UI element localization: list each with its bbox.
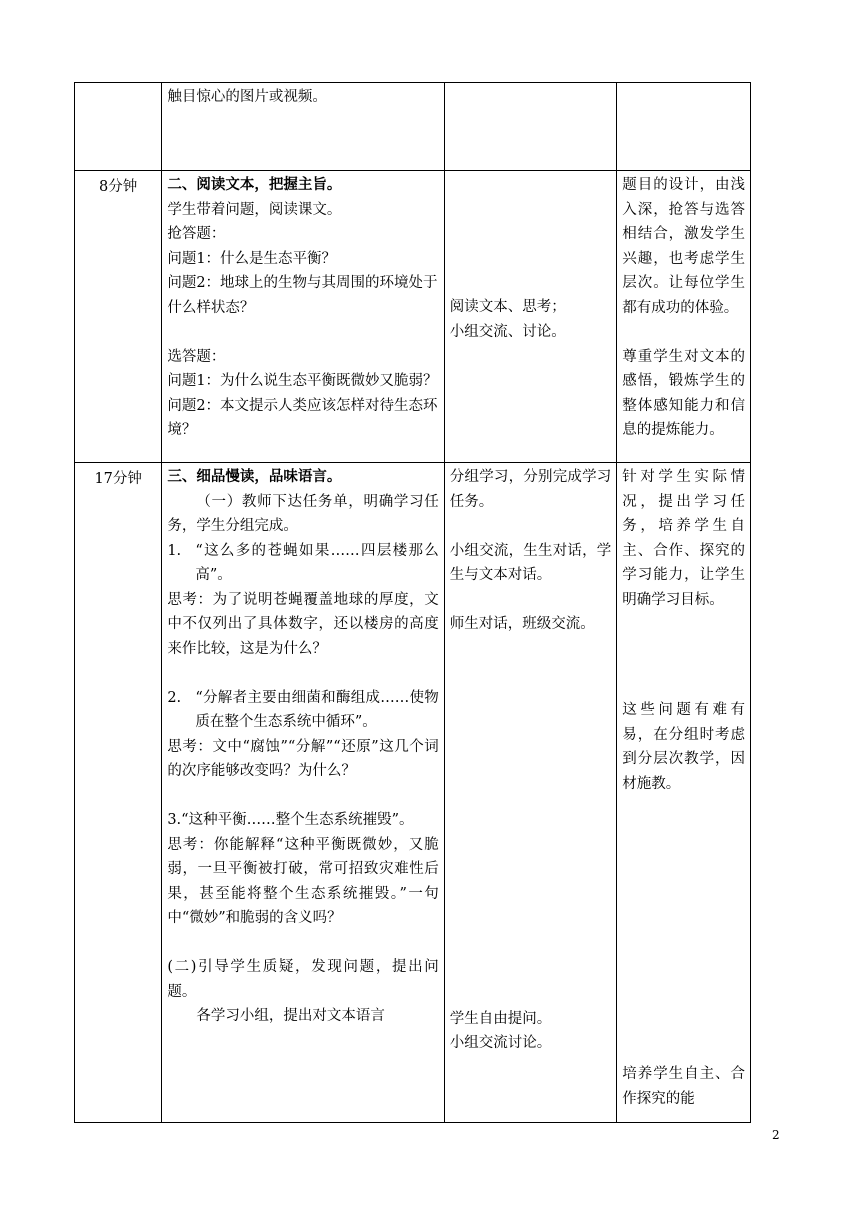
activity-line: 小组交流、讨论。	[449, 323, 566, 340]
item-quote: “分解者主要由细菌和酶组成……使物质在整个生态系统中循环”。	[195, 689, 439, 730]
item-number: 2.	[167, 689, 182, 706]
activity-line: 阅读文本、思考；	[449, 299, 566, 315]
content-cell	[162, 171, 444, 463]
item-quote: “这么多的苍蝇如果……四层楼那么高”。	[195, 542, 439, 583]
part2-text: 各学习小组，提出对文本语言	[196, 1008, 385, 1024]
activity-line: 小组交流讨论。	[449, 1035, 552, 1051]
list-item	[167, 686, 438, 735]
intent-cell	[617, 463, 751, 1123]
part2-title: (二)引导学生质疑，发现问题，提出问题。	[167, 959, 439, 1000]
table-row	[75, 463, 751, 1123]
content-line: 问题1：什么是生态平衡？	[167, 250, 337, 267]
content-cell	[162, 463, 444, 1123]
intent-text: 培养学生自主、合作探究的能	[622, 1066, 745, 1107]
content-line: 学生带着问题，阅读课文。	[167, 201, 342, 218]
spacer	[167, 320, 438, 345]
content-line: 问题2：本文提示人类应该怎样对待生态环境？	[167, 397, 438, 438]
spacer	[167, 784, 438, 809]
activity-line: 分组学习，分别完成学习任务。	[449, 469, 612, 510]
item-question: 思考：为了说明苍蝇覆盖地球的厚度，文中不仅列出了具体数字，还以楼房的高度来作比较，这是为什么？	[167, 591, 439, 657]
activity-cell	[444, 463, 617, 1123]
lesson-plan-table	[74, 82, 751, 1123]
intent-text: 针对学生实际情况，提出学习任务，培养学生自主、合作、探究的学习能力，让学生明确学习目标。	[622, 469, 745, 608]
content-line: 触目惊心的图片或视频。	[167, 89, 327, 105]
item-quote: “这种平衡……整个生态系统摧毁”。	[181, 812, 414, 828]
spacer	[167, 931, 438, 956]
task-intro: （一）教师下达任务单，明确学习任务，学生分组完成。	[167, 493, 439, 534]
intent-text: 这些问题有难有易，在分组时考虑到分层次教学，因材施教。	[622, 702, 745, 792]
intent-cell	[617, 171, 751, 463]
activity-line: 小组交流，生生对话，学生与文本对话。	[449, 542, 612, 583]
intent-text: 尊重学生对文本的感悟，锻炼学生的整体感知能力和信息的提炼能力。	[622, 348, 745, 438]
content-line: 抢答题：	[167, 226, 226, 242]
time-cell: 17分钟	[75, 463, 162, 1123]
page-number: 2	[772, 1128, 780, 1142]
activity-line: 师生对话，班级交流。	[449, 616, 595, 632]
activity-line: 学生自由提问。	[449, 1010, 552, 1027]
activity-cell	[444, 171, 617, 463]
spacer	[622, 320, 745, 345]
list-item	[167, 808, 438, 833]
table-row	[75, 83, 751, 171]
spacer	[450, 588, 612, 613]
item-number: 1.	[167, 542, 182, 559]
list-item	[167, 539, 438, 588]
content-cell	[162, 83, 444, 171]
activity-cell	[444, 83, 617, 171]
item-question: 思考：你能解释“这种平衡既微妙，又脆弱，一旦平衡被打破，常可招致灾难性后果，甚至能将整个生态系统摧毁。”一句中“微妙”和脆弱的含义吗？	[167, 836, 439, 926]
item-number: 3.	[167, 812, 182, 828]
time-cell	[75, 83, 162, 171]
item-question: 思考：文中“腐蚀”“分解”“还原”这几个词的次序能够改变吗？为什么？	[167, 738, 439, 779]
table-row	[75, 171, 751, 463]
spacer	[450, 514, 612, 539]
section-heading: 二、阅读文本，把握主旨。	[167, 176, 342, 193]
intent-cell	[617, 83, 751, 171]
section-heading: 三、细品慢读，品味语言。	[167, 468, 342, 485]
time-cell: 8分钟	[75, 171, 162, 463]
content-line: 问题2：地球上的生物与其周围的环境处于什么样状态？	[167, 275, 438, 316]
intent-text: 题目的设计，由浅入深，抢答与选答相结合，激发学生兴趣，也考虑学生层次。让每位学生都有成功的体验。	[622, 177, 745, 316]
spacer	[167, 661, 438, 686]
content-line: 问题1：为什么说生态平衡既微妙又脆弱？	[167, 373, 438, 389]
content-line: 选答题：	[167, 348, 226, 365]
